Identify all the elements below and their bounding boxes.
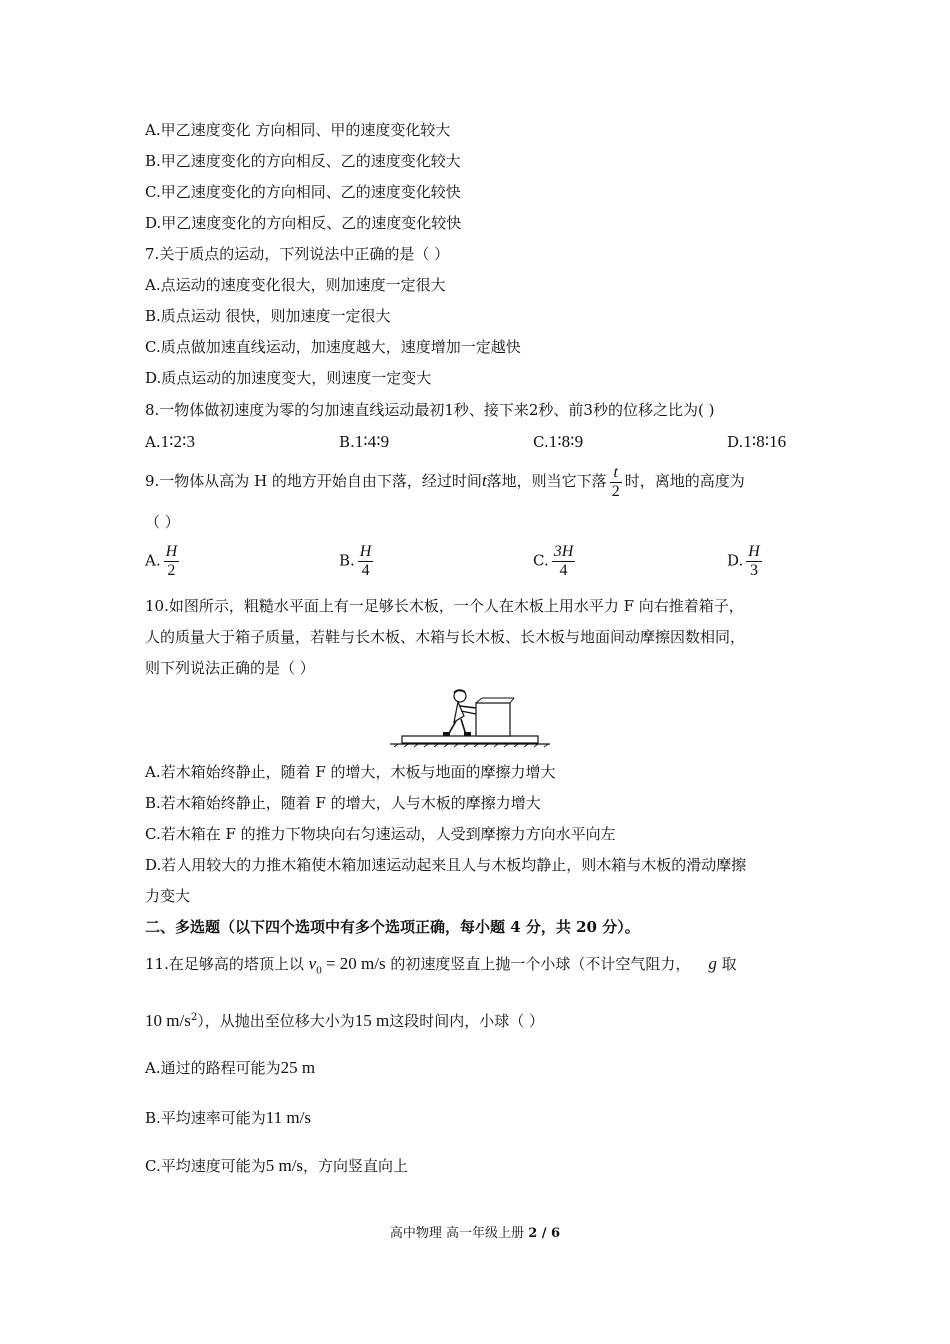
q9-option-d-den: 3 [750, 562, 759, 579]
q6-option-c: C.甲乙速度变化的方向相同、乙的速度变化较快 [145, 183, 461, 201]
q11-stem-pre: 11.在足够高的塔顶上以 [145, 955, 304, 973]
q11-option-a-value: 25 m [280, 1058, 316, 1077]
q10-option-d-line1: D.若人用较大的力推木箱使木箱加速运动起来且人与木板均静止，则木箱与木板的滑动摩擦 [145, 856, 747, 874]
q9-paren: （ ） [145, 513, 180, 531]
q9-option-c-label: C. [533, 551, 549, 570]
q9-stem-post: 时，离地的高度为 [624, 472, 745, 490]
q11-option-c-value: 5 m/s [265, 1156, 304, 1175]
q11-stem-end: 取 [721, 955, 737, 973]
q7-option-b: B.质点运动 很快，则加速度一定很大 [145, 307, 391, 325]
q7-stem: 7.关于质点的运动，下列说法中正确的是（ ） [145, 245, 450, 263]
q11-stem-line1 [145, 954, 737, 980]
q11-stem-line2-post: 这段时间内，小球（ ） [389, 1012, 544, 1030]
person-pushing-box-figure [390, 686, 550, 748]
q11-option-c-post: ，方向竖直向上 [303, 1157, 409, 1175]
q11-option-c [145, 1156, 408, 1176]
q8-option-b [339, 432, 389, 452]
q8-option-c [533, 432, 583, 452]
q11-v0-expression [308, 954, 386, 977]
q11-stem-line2-mid: ），从抛出至位移大小为 [197, 1012, 355, 1030]
q11-v0-subscript: 0 [316, 964, 322, 977]
q9-option-d [727, 543, 765, 580]
q8-option-d-value: 1∶8∶16 [743, 432, 787, 451]
page-number [528, 1226, 560, 1241]
q9-option-d-num: H [748, 543, 760, 560]
q9-stem [145, 462, 745, 501]
q8-option-d-label: D. [727, 433, 744, 451]
q7-option-c: C.质点做加速直线运动，加速度越大，速度增加一定越快 [145, 338, 521, 356]
q11-stem-line2 [145, 1008, 544, 1031]
q6-option-b: B.甲乙速度变化的方向相反、乙的速度变化较大 [145, 152, 461, 170]
q11-v0-symbol: v [308, 954, 317, 973]
q9-option-b-num: H [359, 543, 372, 560]
q6-option-a: A.甲乙速度变化 方向相同、甲的速度变化较大 [145, 121, 451, 139]
q9-option-c-frac [552, 543, 576, 580]
q9-stem-pre: 9.一物体从高为 H 的地方开始自由下落，经过时间 [145, 472, 482, 490]
page-current: 2 [528, 1226, 538, 1241]
q9-option-c-num: 3H [553, 543, 574, 560]
q11-g-symbol: g [708, 954, 717, 973]
q11-option-c-text: C.平均速度可能为 [145, 1157, 266, 1175]
q9-option-a-num: H [165, 543, 178, 560]
q9-option-c-den: 4 [559, 562, 568, 579]
q11-option-b [145, 1108, 311, 1128]
q11-option-b-value: 11 m/s [265, 1108, 311, 1127]
q11-v0-value: = 20 m/s [321, 954, 386, 973]
q9-option-d-frac [746, 543, 762, 580]
q9-option-a-frac [164, 543, 180, 580]
q9-option-d-label: D. [727, 551, 744, 570]
q9-time-symbol: t [481, 471, 487, 490]
q10-stem-line1: 10.如图所示，粗糙水平面上有一足够长木板，一个人在木板上用水平力 F 向右推着箱子， [145, 597, 744, 615]
q8-option-a-label: A. [145, 433, 161, 451]
q9-option-a-label: A. [145, 551, 161, 570]
q9-fraction [610, 464, 622, 501]
q11-displacement: 15 m [354, 1011, 390, 1030]
q9-option-a [145, 543, 182, 580]
q8-option-b-value: 1∶4∶9 [354, 432, 390, 451]
q10-option-a: A.若木箱始终静止，随着 F 的增大，木板与地面的摩擦力增大 [145, 763, 556, 781]
q10-option-d-line2: 力变大 [145, 887, 191, 905]
q11-stem-mid: 的初速度竖直上抛一个小球（不计空气阻力， [390, 955, 691, 973]
q11-g-value: 10 m/s [145, 1011, 191, 1030]
q10-stem-line3: 则下列说法正确的是（ ） [145, 659, 315, 677]
q8-option-c-label: C. [533, 433, 549, 451]
q11-option-a [145, 1058, 315, 1078]
q8-option-d [727, 432, 786, 452]
q9-option-b [339, 543, 376, 580]
q10-option-b: B.若木箱始终静止，随着 F 的增大，人与木板的摩擦力增大 [145, 794, 541, 812]
page-footer [0, 1222, 950, 1241]
q9-option-b-label: B. [339, 551, 355, 570]
q8-stem: 8.一物体做初速度为零的匀加速直线运动最初1秒、接下来2秒、前3秒的位移之比为( ) [145, 401, 715, 419]
q9-option-a-den: 2 [167, 562, 176, 579]
q7-option-d: D.质点运动的加速度变大，则速度一定变大 [145, 369, 432, 387]
q10-option-c: C.若木箱在 F 的推力下物块向右匀速运动，人受到摩擦力方向水平向左 [145, 825, 616, 843]
q9-fraction-num: t [610, 464, 622, 483]
q8-option-c-value: 1∶8∶9 [548, 432, 584, 451]
q8-option-b-label: B. [339, 433, 355, 451]
page-separator: / [537, 1226, 552, 1241]
q6-option-d: D.甲乙速度变化的方向相反、乙的速度变化较快 [145, 214, 462, 232]
q10-stem-line2: 人的质量大于箱子质量，若鞋与长木板、木箱与长木板、长木板与地面间动摩擦因数相同， [145, 628, 746, 646]
q9-stem-mid: 落地，则当它下落 [486, 472, 607, 490]
q9-option-c [533, 543, 578, 580]
q9-option-b-frac [358, 543, 374, 580]
q9-option-b-den: 4 [361, 562, 370, 579]
q9-fraction-den: 2 [611, 482, 620, 500]
page-total: 6 [551, 1226, 561, 1241]
section-heading-multiple-choice: 二、多选题（以下四个选项中有多个选项正确，每小题 4 分，共 20 分）。 [145, 918, 640, 936]
q11-g-exponent: 2 [190, 1012, 198, 1023]
q11-option-b-text: B.平均速率可能为 [145, 1109, 266, 1127]
q8-option-a-value: 1∶2∶3 [160, 432, 195, 451]
q11-option-a-text: A.通过的路程可能为 [145, 1059, 281, 1077]
q8-option-a [145, 432, 195, 452]
footer-course-label: 高中物理 高一年级上册 [389, 1226, 525, 1241]
q7-option-a: A.点运动的速度变化很大，则加速度一定很大 [145, 276, 446, 294]
